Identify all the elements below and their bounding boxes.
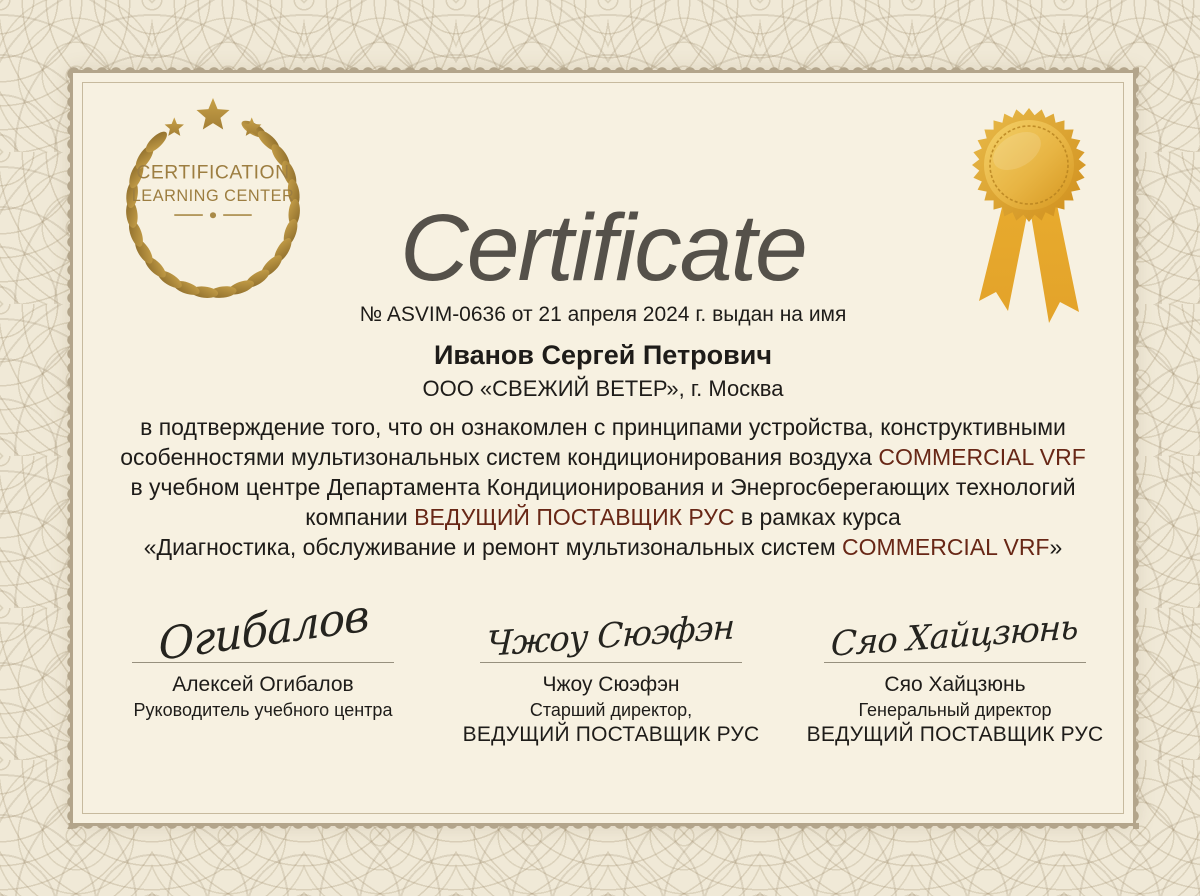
certificate-content bbox=[73, 73, 1133, 823]
certificate-number-line: № ASVIM-0636 от 21 апреля 2024 г. выдан на имя bbox=[359, 303, 847, 326]
body-line bbox=[73, 412, 1133, 442]
handwritten-signature: Сяо Хайцзюнь bbox=[830, 607, 1079, 665]
stamp-edge-right bbox=[1133, 67, 1142, 829]
signatory-role: Руководитель учебного центра bbox=[133, 700, 393, 720]
signature-block bbox=[805, 576, 1105, 747]
handwritten-signature: Чжоу Сюэфэн bbox=[485, 607, 735, 665]
signatory-company: ВЕДУЩИЙ ПОСТАВЩИК РУС bbox=[806, 723, 1104, 746]
signatory-name: Чжоу Сюэфэн bbox=[542, 673, 680, 696]
body-line-accent: ВЕДУЩИЙ ПОСТАВЩИК РУС bbox=[414, 504, 735, 530]
logo-top-line: CERTIFICATION bbox=[136, 161, 290, 184]
handwritten-signature: Огибалов bbox=[157, 590, 370, 671]
body-line bbox=[73, 442, 1133, 472]
signatory-name: Сяо Хайцзюнь bbox=[884, 673, 1026, 696]
medal-ribbon-icon bbox=[967, 103, 1091, 343]
signature-block bbox=[461, 576, 761, 747]
certificate-panel bbox=[70, 70, 1136, 826]
body-line bbox=[73, 532, 1133, 562]
laurel-wreath-icon bbox=[111, 95, 315, 309]
signatory-role: Старший директор, bbox=[529, 700, 693, 720]
body-line-accent: COMMERCIAL VRF bbox=[842, 534, 1050, 560]
body-line-text: особенностями мультизональных систем кондиционирования воздуха bbox=[120, 444, 879, 470]
body-line bbox=[73, 502, 1133, 532]
stamp-edge-bottom bbox=[67, 823, 1139, 832]
body-line-text: в подтверждение того, что он ознакомлен с принципами устройства, конструктивными bbox=[140, 414, 1066, 440]
recipient-name: Иванов Сергей Петрович bbox=[433, 340, 773, 370]
body-line-text: «Диагностика, обслуживание и ремонт мультизональных систем bbox=[143, 534, 843, 560]
body-line-text: » bbox=[1049, 534, 1063, 560]
logo-divider bbox=[174, 212, 251, 218]
body-line-text: в учебном центре Департамента Кондиционирования и Энергосберегающих технологий bbox=[130, 474, 1076, 500]
stamp-edge-top bbox=[67, 64, 1139, 73]
signatory-name: Алексей Огибалов bbox=[172, 673, 354, 696]
body-line-accent: COMMERCIAL VRF bbox=[878, 444, 1086, 470]
signature-block bbox=[113, 576, 413, 723]
body-line-text: в рамках курса bbox=[734, 504, 901, 530]
body-line bbox=[73, 472, 1133, 502]
signatory-company: ВЕДУЩИЙ ПОСТАВЩИК РУС bbox=[462, 723, 760, 746]
certificate-title: Certificate bbox=[400, 195, 806, 301]
stamp-edge-left bbox=[64, 67, 73, 829]
recipient-company: ООО «СВЕЖИЙ ВЕТЕР», г. Москва bbox=[422, 376, 784, 401]
logo-bottom-line: LEARNING CENTER bbox=[131, 186, 295, 205]
body-line-text: компании bbox=[305, 504, 415, 530]
signatory-role: Генеральный директор bbox=[858, 700, 1052, 720]
certificate-body bbox=[73, 412, 1133, 562]
wreath-leaves bbox=[125, 117, 301, 299]
